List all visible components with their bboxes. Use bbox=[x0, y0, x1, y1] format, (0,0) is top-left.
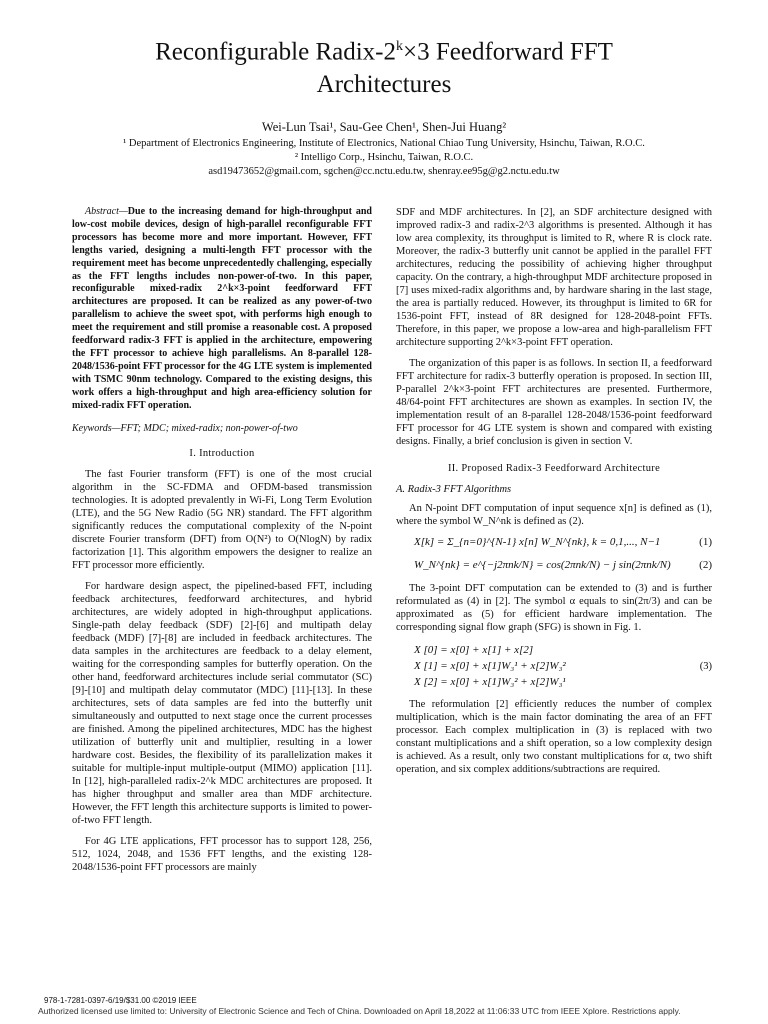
equation-3-line: X [1] = x[0] + x[1]W₃¹ + x[2]W₃² bbox=[414, 660, 566, 672]
equation-2 bbox=[396, 559, 712, 572]
footer-copyright: 978-1-7281-0397-6/19/$31.00 ©2019 IEEE bbox=[44, 996, 197, 1005]
intro-paragraph-1: The fast Fourier transform (FFT) is one of the most crucial algorithm in the SC-FDMA and OFDM-based transmission technologies. It is adopted prevalently in Wi-Fi, Long Term Evolution (LTE), and the 5G New Radio (5G NR) standard. The FFT algorithm significantly reduces the computational complexity of the N-point discrete Fourier transform (DFT) from O(N²) to O(NlogN) by radix factorization [1]. This algorithm empowers the designer to realize an FFT processor more efficiently. bbox=[72, 468, 372, 571]
title-part-b: ×3 Feedforward FFT bbox=[403, 38, 613, 66]
affiliation-1: ¹ Department of Electronics Engineering, Institute of Electronics, National Chiao Tung University, Hsinchu, Taiwan, R.O.C. bbox=[123, 138, 645, 149]
title-part-a: Reconfigurable Radix-2 bbox=[155, 38, 396, 66]
right-paragraph-1: SDF and MDF architectures. In [2], an SDF architecture designed with improved radix-3 and radix-2^3 algorithms is presented. Although it has low area complexity, its throughput is limited to R, where R is clock rate. Moreover, the radix-3 butterfly unit cannot be applied in the parallel FFT architectures, reducing the possibility of achieving higher throughput capacity. On the contrary, a high-throughput MDF architecture proposed in [7] uses mixed-radix algorithms and, by hardware sharing in the last stage, the area is partially reduced. However, its throughput is limited to 6R for 1536-point FFT, instead of 8R designed for 128-2048-point FFTs. Therefore, in this paper, we propose a low-area and high-parallelism FFT architecture supporting 2^k×3-point FFT operation. bbox=[396, 207, 712, 348]
section-1-heading: I. Introduction bbox=[189, 447, 255, 459]
equation-2-body: W_N^{nk} = e^{−j2πnk/N} = cos(2πnk/N) − j sin(2πnk/N) bbox=[414, 559, 671, 571]
equation-1 bbox=[396, 536, 712, 549]
right-paragraph-4: The 3-point DFT computation can be extended to (3) and is further reformulated as (4) in [2]. The symbol α equals to sin(2π/3) and can be approximated as (5) for efficient hardware implementation. The corresponding signal flow graph (SFG) is shown in Fig. 1. bbox=[396, 583, 712, 633]
keywords: Keywords—FFT; MDC; mixed-radix; non-power-of-two bbox=[72, 422, 298, 434]
equation-1-body: X[k] = Σ_{n=0}^{N-1} x[n] W_N^{nk}, k = 0,1,..., N−1 bbox=[414, 536, 661, 548]
author-block bbox=[40, 120, 728, 179]
left-column bbox=[72, 206, 372, 882]
abstract-label: Abstract— bbox=[85, 206, 128, 217]
author-emails: asd19473652@gmail.com, sgchen@cc.nctu.edu.tw, shenray.ee95g@g2.nctu.edu.tw bbox=[208, 166, 560, 177]
equation-1-number: (1) bbox=[699, 536, 712, 548]
equation-3 bbox=[396, 642, 712, 690]
subsection-a-heading: A. Radix-3 FFT Algorithms bbox=[396, 484, 512, 495]
abstract-text: Due to the increasing demand for high-throughput and low-cost mobile devices, design of high-parallel reconfigurable FFT processors has become more and more important. However, FFT lengths varied, designing a multi-length FFT processor with the requirement meet has become unprecedentedly challenging, especially as the FFT lengths includes non-power-of-two. In this paper, reconfigurable mixed-radix 2^k×3-point feedforward FFT architectures are proposed. It can be realized as any power-of-two parallelism to achieve the sweet spot, with performs high enough to meet the requirement and still promise a reasonable cost. A proposed feedforward radix-3 FFT is applied in the architecture, empowering the FFT processor to achieve high parallelisms. An 8-parallel 128-2048/1536-point FFT processor for the 4G LTE system is implemented with TSMC 90nm technology. Compared to the existing designs, this work offers a high-throughput and high area-efficiency solution for mixed-radix FFT operation. bbox=[72, 206, 372, 411]
equation-3-lines bbox=[396, 642, 566, 690]
right-paragraph-2: The organization of this paper is as follows. In section II, a feedforward FFT architecture for radix-3 butterfly operation is proposed. In section III, P-parallel 2^k×3-point FFT architectures are presented. Furthermore, 48/64-point FFT architectures are shown as examples. In section IV, the implementation result of an 8-parallel 128-2048/1536-point feedforward FFT processor for 4G LTE system is shown and compared with existing designs. Finally, a brief conclusion is given in section V. bbox=[396, 358, 712, 447]
right-paragraph-3: An N-point DFT computation of input sequence x[n] is defined as (1), where the symbol W_N^nk is defined as (2). bbox=[396, 503, 712, 527]
abstract bbox=[72, 206, 372, 413]
paper-title bbox=[60, 30, 708, 101]
right-paragraph-5: The reformulation [2] efficiently reduces the number of complex multiplication, which is the main factor dominating the area of an FFT processor. Each complex multiplication in (3) is replaced with two constant multiplications and a shift operation, so a low complexity design is achieved. As a result, only two constant multiplications for α, two shift operation, and six complex additions/subtractions are required. bbox=[396, 699, 712, 775]
equation-2-number: (2) bbox=[699, 559, 712, 571]
footer-license: Authorized licensed use limited to: University of Electronic Science and Tech of China. Downloaded on April 18,2022 at 11:06:33 UTC from IEEE Xplore. Restrictions apply. bbox=[38, 1006, 681, 1016]
equation-3-number: (3) bbox=[699, 660, 712, 672]
title-line2: Architectures bbox=[316, 71, 452, 99]
title-sup: k bbox=[396, 39, 403, 54]
intro-paragraph-2: For hardware design aspect, the pipelined-based FFT, including feedback architectures, feedforward architectures, and hybrid architectures, are widely adopted in high-throughput applications. Single-path delay feedback (SDF) [2]-[6] and multipath delay feedback (MDF) [7]-[8] are included in feedback architectures. The data samples in the architectures are feedback to a delay element, waiting for the corresponding samples for butterfly operation. On the other hand, feedforward architectures include serial commutator (SC) [9]-[10] and multipath delay commutator (MDC) [11]-[13]. In these architectures, sets of data samples are fed into the butterfly unit simultaneously and outputted to next stage once the current processes are finished. Among the pipelined architectures, MDC has the highest utilization of butterfly unit and multiplier, resulting in a lower hardware cost. Besides, the flexibility of its parallelization makes it suitable for multiple-input multiple-output (MIMO) application [11]. In [12], high-paralleled radix-2^k MDC architectures are proposed. It has higher throughput and smaller area than MDF architecture. However, the FFT length this architecture supports is limited to power-of-two FFT length. bbox=[72, 580, 372, 826]
intro-paragraph-3: For 4G LTE applications, FFT processor has to support 128, 256, 512, 1024, 2048, and 1536 FFT lengths, and the existing 128-2048/1536-point FFT processors are mainly bbox=[72, 835, 372, 873]
section-2-heading: II. Proposed Radix-3 Feedforward Architecture bbox=[447, 463, 661, 474]
right-column bbox=[396, 206, 712, 784]
affiliation-2: ² Intelligo Corp., Hsinchu, Taiwan, R.O.C. bbox=[294, 152, 474, 163]
equation-3-line: X [2] = x[0] + x[1]W₃² + x[2]W₃¹ bbox=[414, 676, 566, 688]
equation-3-line: X [0] = x[0] + x[1] + x[2] bbox=[414, 644, 534, 656]
author-names: Wei-Lun Tsai¹, Sau-Gee Chen¹, Shen-Jui Huang² bbox=[261, 120, 507, 134]
